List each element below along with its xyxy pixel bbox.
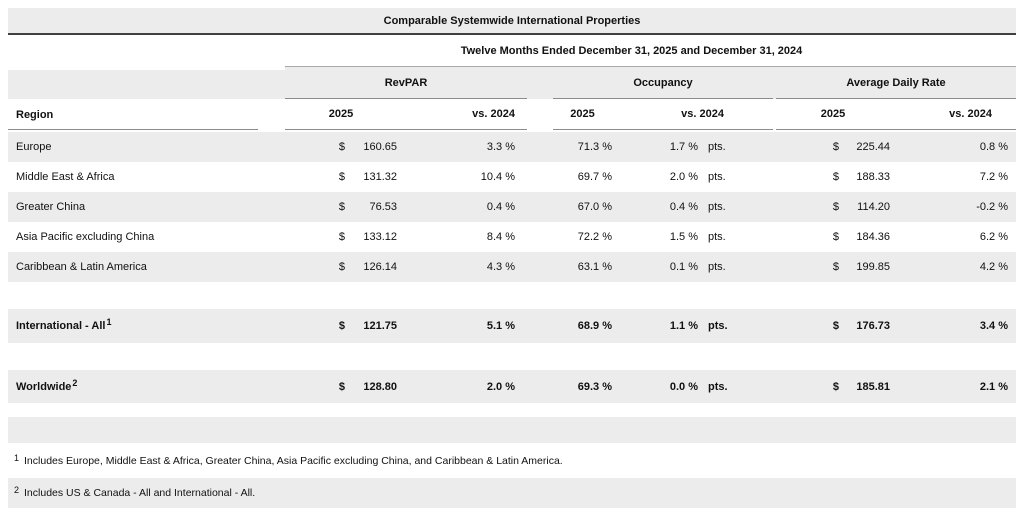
- adr-value: 114.20: [857, 201, 890, 213]
- occupancy-value: 69.7 %: [577, 171, 612, 183]
- region-column-header: [8, 99, 285, 130]
- table-row-greater-china: [8, 192, 1016, 222]
- footnote-ref: 1: [14, 452, 20, 463]
- dollar-sign: $: [338, 320, 345, 332]
- adr-value: 185.81: [856, 380, 890, 393]
- adr-value: 199.85: [856, 261, 890, 273]
- adr-value: 225.44: [856, 141, 890, 153]
- pts-label: pts.: [708, 201, 726, 213]
- region-header-spacer: [8, 70, 285, 99]
- occupancy-value: 67.0 %: [577, 201, 612, 213]
- table-row-asia-pacific: [8, 222, 1016, 252]
- adr-vs-value: 4.2 %: [979, 261, 1008, 273]
- pts-label: pts.: [708, 320, 728, 332]
- pts-label: pts.: [708, 171, 726, 183]
- column-group-revpar-label: RevPAR: [384, 76, 428, 89]
- revpar-vs-value: 5.1 %: [486, 320, 515, 332]
- summary-row-international: [8, 309, 1016, 343]
- pts-label: pts.: [708, 141, 726, 153]
- region-cell: Asia Pacific excluding China: [16, 231, 155, 243]
- occupancy-vs-value: 1.5 %: [669, 231, 698, 243]
- dollar-sign: $: [832, 261, 839, 273]
- period-heading-row: [8, 35, 1016, 66]
- revpar-value: 126.14: [363, 261, 397, 273]
- dollar-sign: $: [832, 320, 839, 332]
- region-cell: Middle East & Africa: [16, 171, 115, 183]
- adr-value: 184.36: [856, 231, 890, 243]
- revpar-value: 160.65: [363, 141, 397, 153]
- adr-vs-value: -0.2 %: [976, 201, 1008, 213]
- dollar-sign: $: [338, 261, 345, 273]
- occupancy-value: 72.2 %: [577, 231, 612, 243]
- sub-header-row: [8, 99, 1016, 130]
- adr-vs-value: 3.4 %: [979, 320, 1008, 332]
- occupancy-year-header: 2025: [570, 108, 595, 120]
- column-group-adr: [776, 67, 1016, 99]
- adr-subheader: [776, 99, 1016, 130]
- table-row-middle-east-africa: [8, 162, 1016, 192]
- footnote-ref: 1: [106, 317, 112, 327]
- revpar-value: 121.75: [363, 320, 397, 332]
- spacer-row: [8, 343, 1016, 370]
- occupancy-vs-value: 0.1 %: [669, 261, 698, 273]
- adr-vs-header: vs. 2024: [949, 108, 992, 120]
- region-cell: Europe: [16, 141, 52, 153]
- pts-label: pts.: [708, 380, 728, 393]
- revpar-value: 131.32: [363, 171, 397, 183]
- region-cell: Greater China: [16, 201, 86, 213]
- dollar-sign: $: [338, 171, 345, 183]
- page-title: Comparable Systemwide International Properties: [383, 14, 641, 27]
- revpar-value: 133.12: [363, 231, 397, 243]
- occupancy-value: 63.1 %: [577, 261, 612, 273]
- column-group-revpar: [285, 67, 527, 99]
- region-cell: Worldwide: [16, 380, 72, 393]
- column-gap: [527, 99, 553, 130]
- revpar-year-header: 2025: [328, 108, 354, 120]
- dollar-sign: $: [832, 231, 839, 243]
- revpar-vs-value: 10.4 %: [480, 171, 515, 183]
- table-title-bar: [8, 8, 1016, 35]
- occupancy-vs-value: 0.0 %: [669, 380, 698, 393]
- revpar-value: 128.80: [363, 380, 397, 393]
- column-group-occupancy: [553, 67, 773, 99]
- occupancy-vs-value: 0.4 %: [669, 201, 698, 213]
- footnote-ref: 2: [14, 485, 20, 495]
- table-row-caribbean-latin-america: [8, 252, 1016, 282]
- region-header-label: Region: [16, 108, 54, 121]
- revpar-vs-value: 2.0 %: [486, 380, 515, 393]
- footnote-1: [8, 443, 1016, 478]
- period-heading-spacer: [8, 35, 285, 66]
- adr-vs-value: 6.2 %: [979, 231, 1008, 243]
- occupancy-value: 69.3 %: [577, 380, 612, 393]
- dollar-sign: $: [338, 201, 345, 213]
- footnote-text: Includes Europe, Middle East & Africa, Greater China, Asia Pacific excluding China, and Caribbean & Latin America.: [24, 454, 563, 467]
- revpar-vs-header: vs. 2024: [472, 108, 515, 120]
- spacer-row: [8, 282, 1016, 309]
- empty-shaded-row: [8, 417, 1016, 443]
- column-group-adr-label: Average Daily Rate: [846, 76, 946, 89]
- adr-value: 188.33: [856, 171, 890, 183]
- occupancy-vs-value: 2.0 %: [669, 171, 698, 183]
- revpar-vs-value: 4.3 %: [486, 261, 515, 273]
- footnote-text: Includes US & Canada - All and International - All.: [24, 487, 256, 499]
- adr-value: 176.73: [856, 320, 890, 332]
- dollar-sign: $: [338, 141, 345, 153]
- spacer-row: [8, 403, 1016, 417]
- financial-table: [8, 8, 1016, 508]
- pts-label: pts.: [708, 261, 726, 273]
- revpar-vs-value: 3.3 %: [486, 141, 515, 153]
- revpar-vs-value: 8.4 %: [486, 231, 515, 243]
- region-cell: Caribbean & Latin America: [16, 261, 147, 273]
- footnote-2: [8, 478, 1016, 508]
- dollar-sign: $: [338, 231, 345, 243]
- occupancy-vs-header: vs. 2024: [681, 108, 724, 120]
- region-cell: International - All: [16, 320, 106, 332]
- adr-year-header: 2025: [820, 108, 846, 120]
- period-heading: Twelve Months Ended December 31, 2025 and December 31, 2024: [460, 44, 803, 57]
- revpar-subheader: [285, 99, 527, 130]
- revpar-vs-value: 0.4 %: [486, 201, 515, 213]
- occupancy-subheader: [553, 99, 773, 130]
- dollar-sign: $: [832, 380, 839, 393]
- revpar-value: 76.53: [369, 201, 397, 213]
- table-row-europe: [8, 132, 1016, 162]
- occupancy-value: 68.9 %: [577, 320, 612, 332]
- footnote-ref: 2: [72, 377, 78, 388]
- dollar-sign: $: [338, 380, 345, 393]
- dollar-sign: $: [832, 201, 839, 213]
- occupancy-value: 71.3 %: [577, 141, 612, 153]
- dollar-sign: $: [832, 171, 839, 183]
- pts-label: pts.: [708, 231, 726, 243]
- adr-vs-value: 0.8 %: [979, 141, 1008, 153]
- column-group-gap: [527, 67, 553, 99]
- occupancy-vs-value: 1.7 %: [669, 141, 698, 153]
- summary-row-worldwide: [8, 370, 1016, 403]
- column-group-header-row: [8, 66, 1016, 99]
- adr-vs-value: 7.2 %: [979, 171, 1008, 183]
- adr-vs-value: 2.1 %: [979, 380, 1008, 393]
- dollar-sign: $: [832, 141, 839, 153]
- column-group-occupancy-label: Occupancy: [633, 76, 693, 89]
- occupancy-vs-value: 1.1 %: [669, 320, 698, 332]
